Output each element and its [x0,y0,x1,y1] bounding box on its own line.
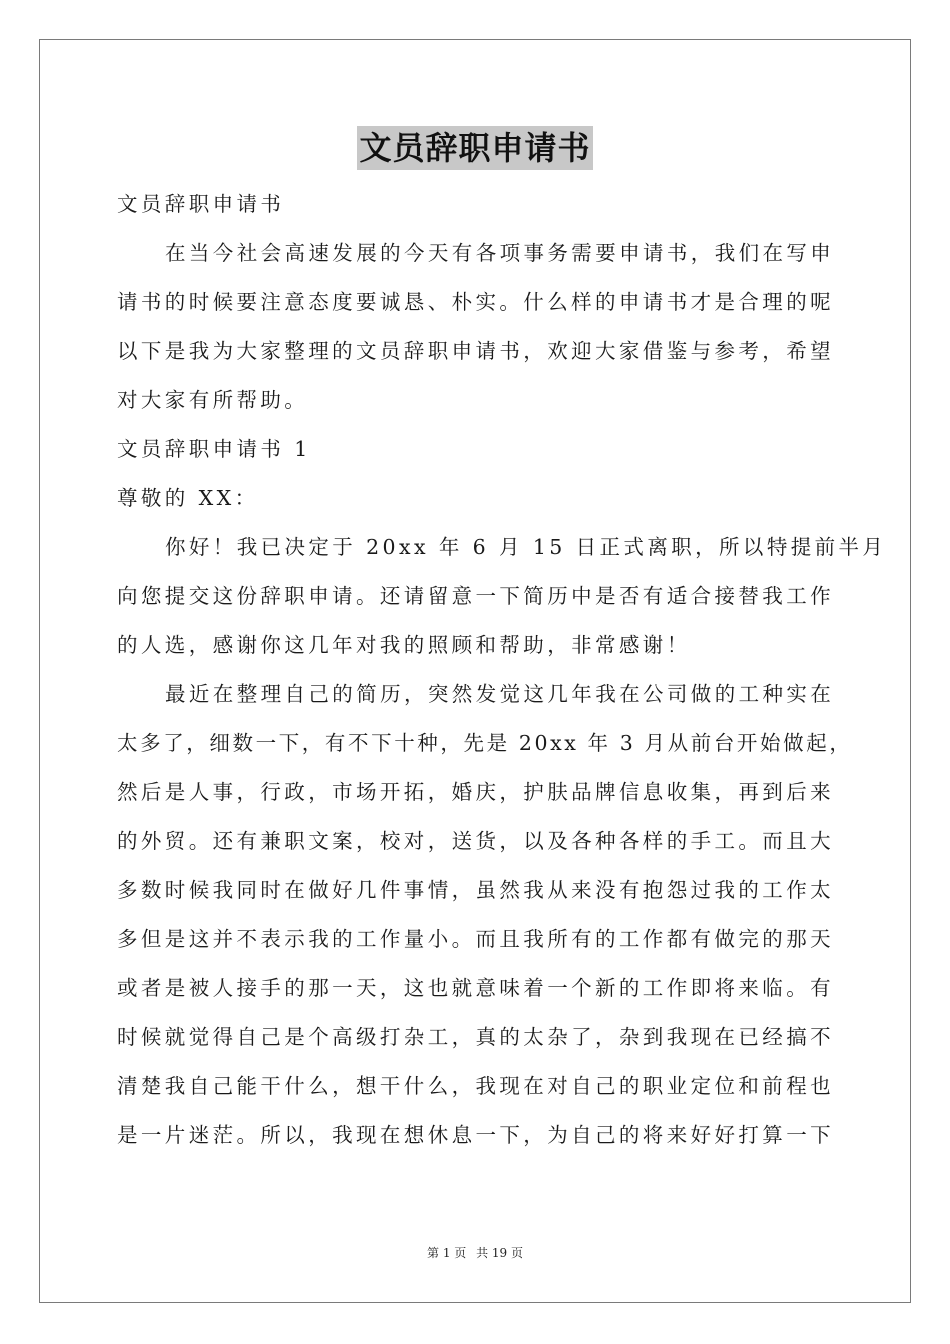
body-line: 的人选，感谢你这几年对我的照顾和帮助，非常感谢！ [117,633,691,657]
body-line: 是一片迷茫。所以，我现在想休息一下，为自己的将来好好打算一下 [117,1123,834,1147]
body-line: 或者是被人接手的那一天，这也就意味着一个新的工作即将来临。有 [117,976,834,1000]
body-line: 的外贸。还有兼职文案，校对，送货，以及各种各样的手工。而且大 [117,829,834,853]
document-body [117,180,887,1160]
body-line: 时候就觉得自己是个高级打杂工，真的太杂了，杂到我现在已经搞不 [117,1025,834,1049]
page-total: 共 19 页 [476,1246,523,1260]
body-line: 向您提交这份辞职申请。还请留意一下简历中是否有适合接替我工作 [117,584,834,608]
body-line: 文员辞职申请书 [117,192,285,216]
body-line: 最近在整理自己的简历，突然发觉这几年我在公司做的工种实在 [165,682,835,706]
body-line: 清楚我自己能干什么，想干什么，我现在对自己的职业定位和前程也 [117,1074,834,1098]
body-line: 你好！我已决定于 20xx 年 6 月 15 日正式离职，所以特提前半月 [165,535,887,559]
body-line: 对大家有所帮助。 [117,388,309,412]
body-line: 多数时候我同时在做好几件事情，虽然我从来没有抱怨过我的工作太 [117,878,834,902]
body-line: 然后是人事，行政，市场开拓，婚庆，护肤品牌信息收集，再到后来 [117,780,834,804]
title-container [0,126,950,170]
body-line: 尊敬的 XX： [117,486,259,510]
page-number: 第 1 页 [427,1246,467,1260]
body-line: 太多了，细数一下，有不下十种，先是 20xx 年 3 月从前台开始做起， [117,731,853,755]
body-line: 文员辞职申请书 1 [117,437,311,461]
body-line: 多但是这并不表示我的工作量小。而且我所有的工作都有做完的那天 [117,927,834,951]
document-title: 文员辞职申请书 [357,126,592,170]
body-line: 在当今社会高速发展的今天有各项事务需要申请书，我们在写申 [165,241,835,265]
body-line: 以下是我为大家整理的文员辞职申请书，欢迎大家借鉴与参考，希望 [117,339,834,363]
page-footer [0,1244,950,1262]
body-line: 请书的时候要注意态度要诚恳、朴实。什么样的申请书才是合理的呢 [117,290,834,314]
